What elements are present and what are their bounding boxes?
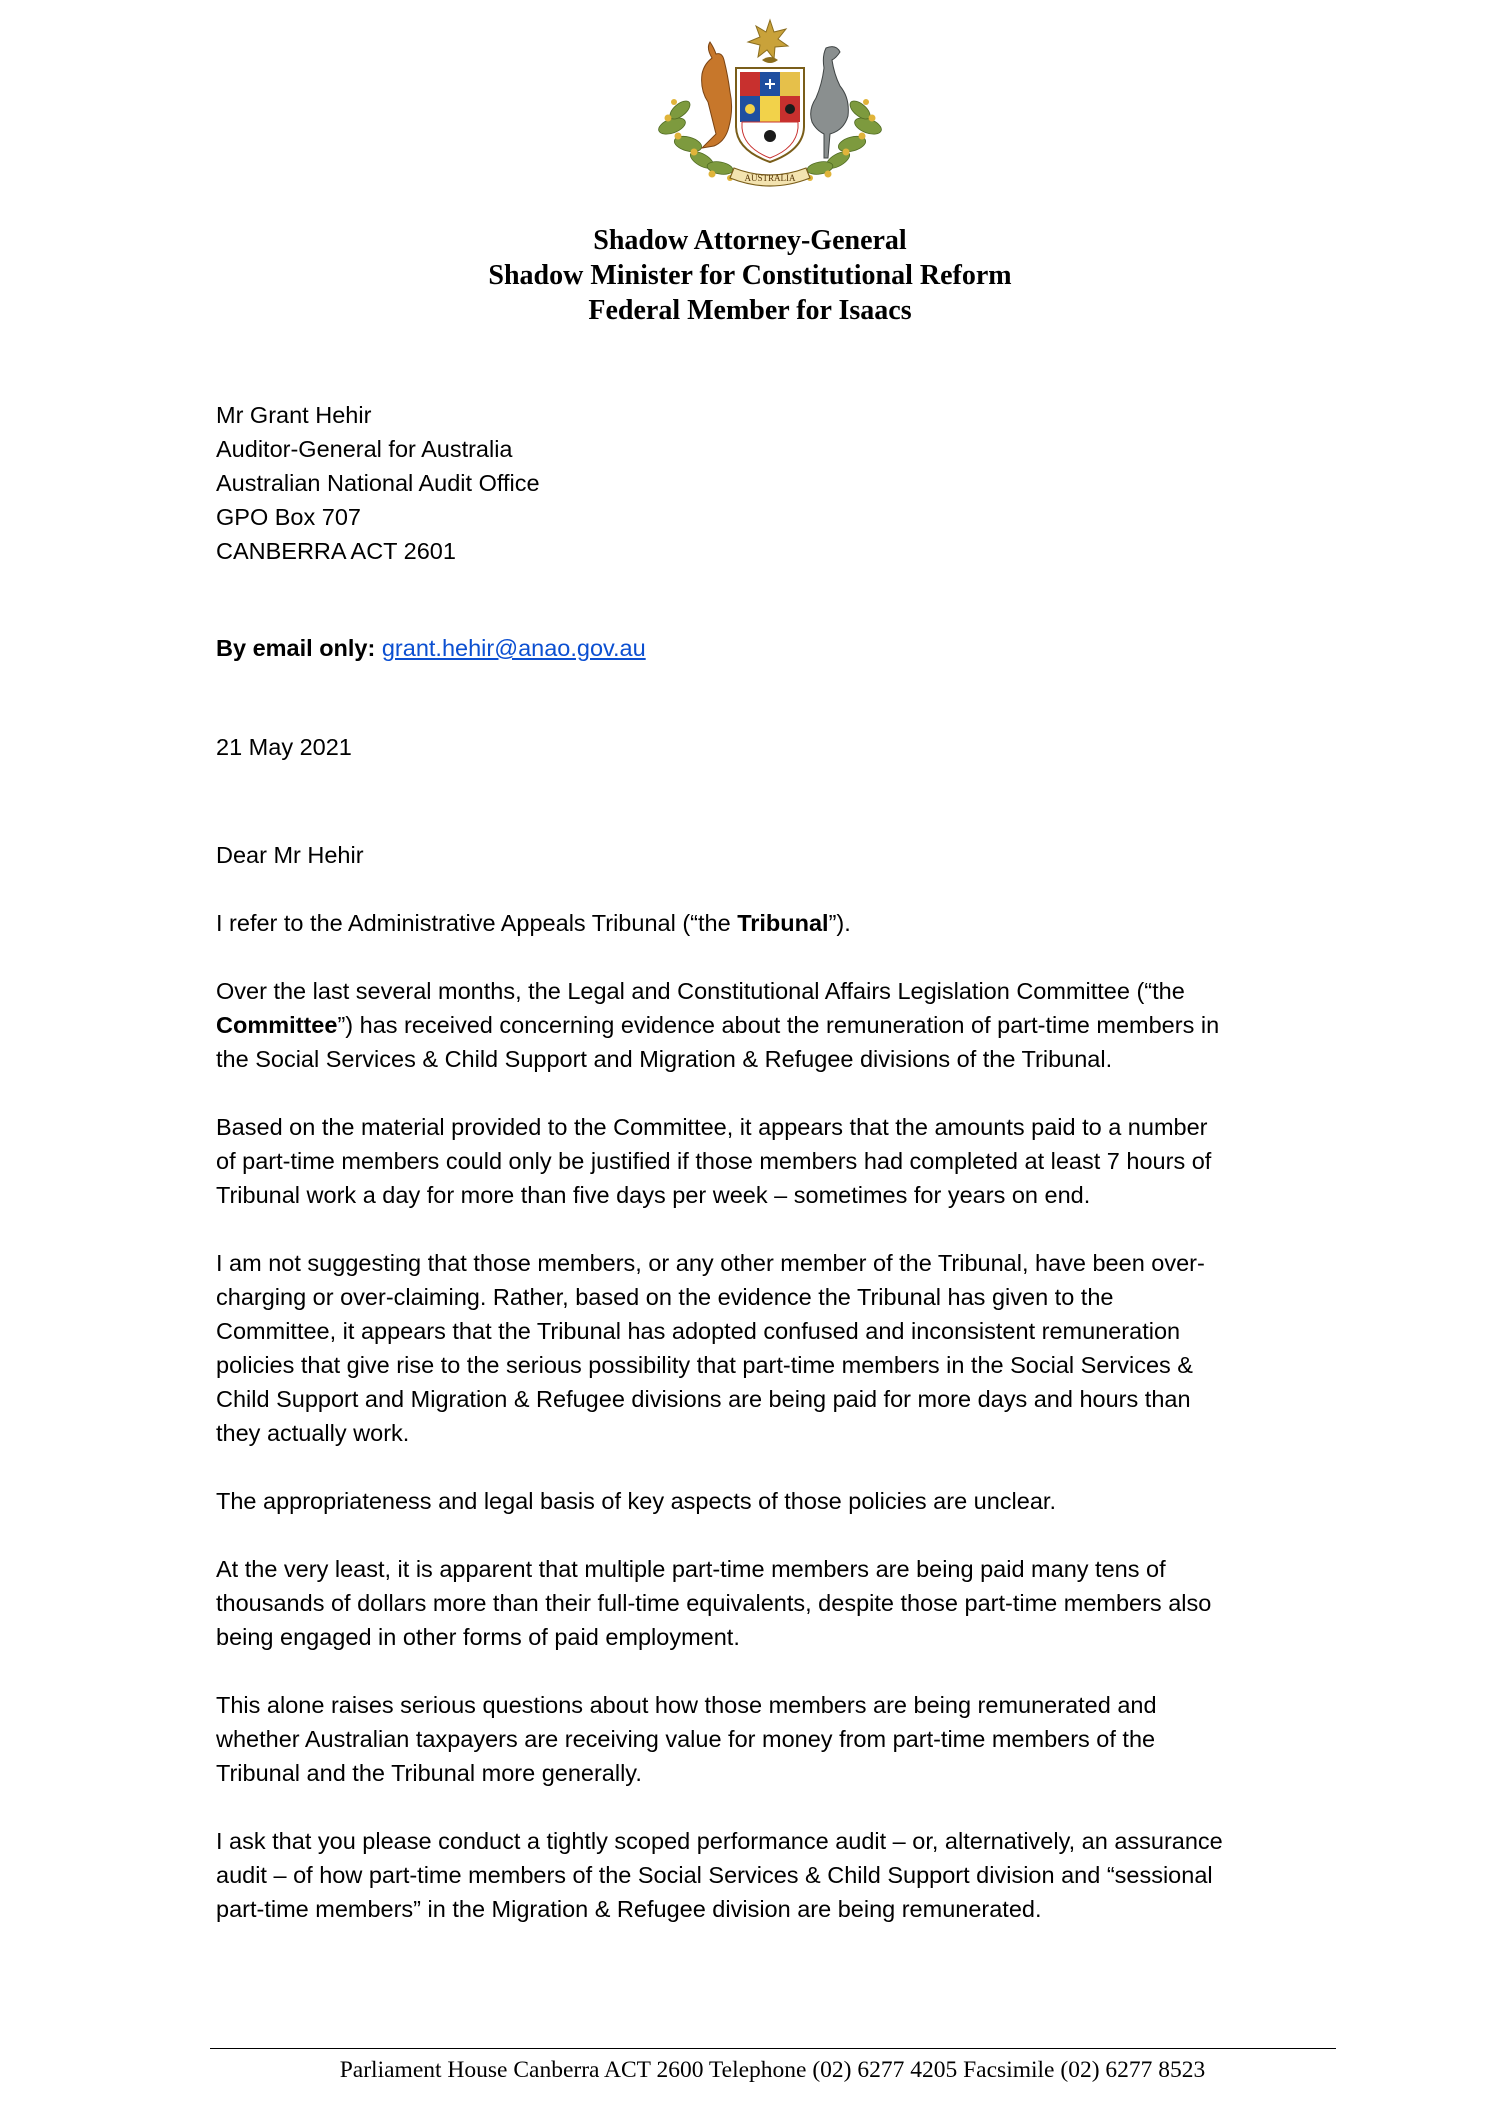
title-shadow-attorney-general: Shadow Attorney-General: [593, 225, 907, 256]
letter-date: 21 May 2021: [216, 734, 352, 760]
paragraph: I refer to the Administrative Appeals Tribunal (“the Tribunal”).: [216, 910, 851, 936]
title-federal-member: Federal Member for Isaacs: [588, 295, 912, 326]
paragraph: The appropriateness and legal basis of key aspects of those policies are unclear.: [216, 1488, 1056, 1514]
paragraph: Over the last several months, the Legal and Constitutional Affairs Legislation Committee (“the Committee”) has received concerning evidence about the remuneration of part-time members in the Social Services & Child Support and Migration & Refugee divisions of the Tribunal.: [216, 978, 1220, 1072]
paragraph: At the very least, it is apparent that multiple part-time members are being paid many tens of thousands of dollars more than their full-time equivalents, despite those part-time members also being engaged in other forms of paid employment.: [216, 1556, 1212, 1650]
paragraph: I ask that you please conduct a tightly scoped performance audit – or, alternatively, an assurance audit – of how part-time members of the Social Services & Child Support division and “sessional part-time members” in the Migration & Refugee division are being remunerated.: [216, 1828, 1223, 1922]
coat-of-arms-crest: [650, 18, 890, 196]
delivery-label: By email only:: [216, 635, 376, 661]
letterhead-titles: [0, 223, 1500, 328]
paragraph: I am not suggesting that those members, or any other member of the Tribunal, have been over- charging or over-claiming. Rather, based on the evidence the Tribunal has given to the Committee, it appears that the Tribunal has adopted confused and inconsistent remuneration policies that give rise to the serious possibility that part-time members in the Social Services & Child Support and Migration & Refugee divisions are being paid for more days and hours than they actually work.: [216, 1250, 1205, 1446]
title-shadow-minister: Shadow Minister for Constitutional Reform: [488, 260, 1012, 291]
paragraph: Based on the material provided to the Committee, it appears that the amounts paid to a number of part-time members could only be justified if those members had completed at least 7 hours of Tribunal work a day for more than five days per week – sometimes for years on end.: [216, 1114, 1212, 1208]
commonwealth-star-icon: [748, 20, 788, 59]
address-line: Mr Grant Hehir: [216, 402, 372, 428]
email-link[interactable]: grant.hehir@anao.gov.au: [381, 635, 646, 661]
address-line: Australian National Audit Office: [216, 470, 540, 496]
defined-term-committee: Committee: [216, 1012, 338, 1038]
kangaroo-icon: [702, 42, 732, 148]
paragraph: This alone raises serious questions about how those members are being remunerated and whether Australian taxpayers are receiving value for money from part-time members of the Tribunal and the Tribunal more generally.: [216, 1692, 1157, 1786]
salutation: Dear Mr Hehir: [216, 842, 364, 868]
shield-icon: [736, 68, 804, 162]
defined-term-tribunal: Tribunal: [737, 910, 829, 936]
address-line: GPO Box 707: [216, 504, 361, 530]
address-line: Auditor-General for Australia: [216, 436, 513, 462]
letter-body: [216, 906, 1336, 1960]
footer-divider: [210, 2048, 1336, 2049]
footer-contact: Parliament House Canberra ACT 2600 Telephone (02) 6277 4205 Facsimile (02) 6277 8523: [339, 2057, 1206, 2083]
delivery-method: [216, 631, 646, 665]
crest-motto: AUSTRALIA: [744, 173, 796, 183]
recipient-address: [216, 398, 540, 568]
address-line: CANBERRA ACT 2601: [216, 538, 456, 564]
